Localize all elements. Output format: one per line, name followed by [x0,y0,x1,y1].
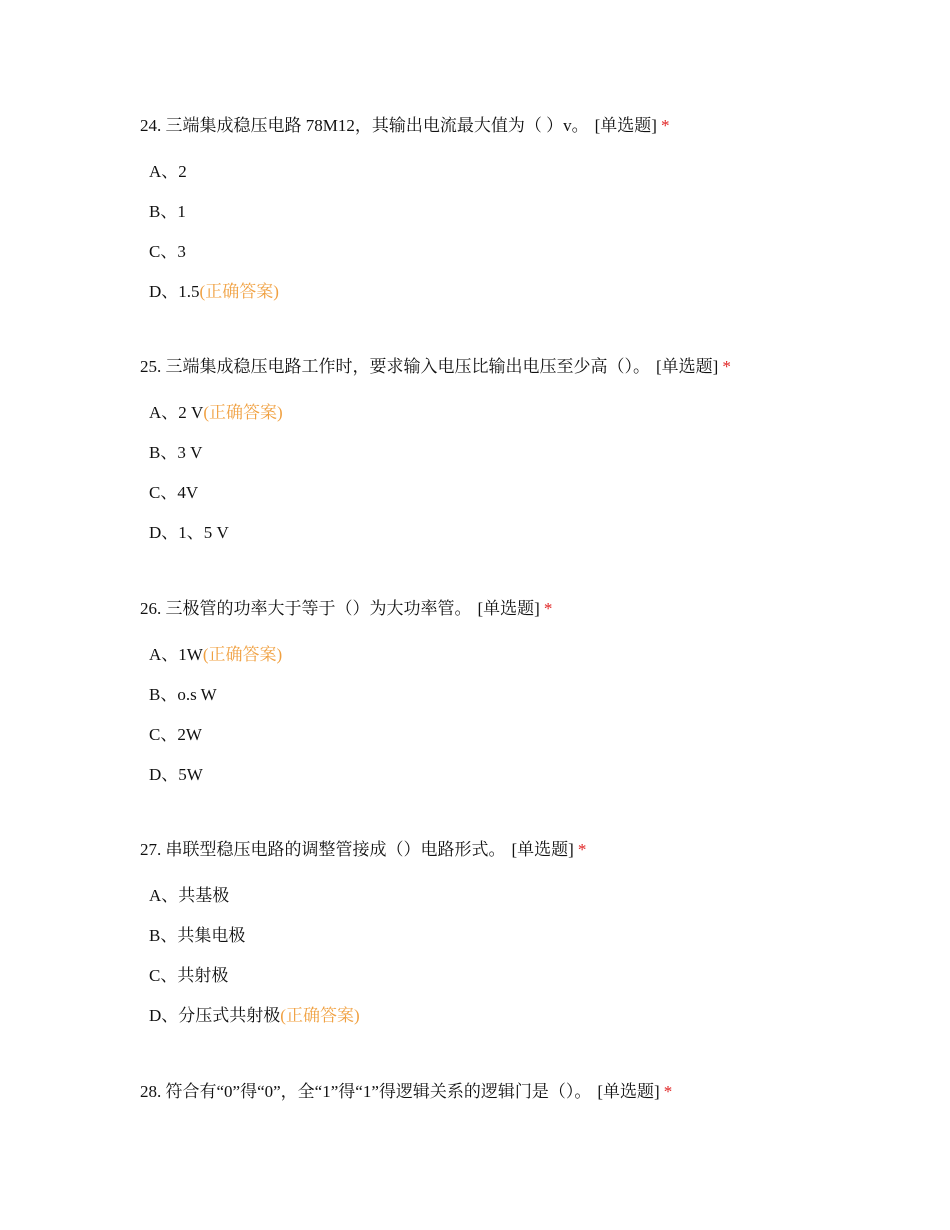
option-label: B、3 V [149,443,203,462]
option-b [149,924,920,948]
required-mark: * [577,840,587,859]
question-title [140,838,920,862]
option-list [140,884,920,1028]
option-label: C、2W [149,725,202,744]
correct-answer-note: (正确答案) [199,282,279,301]
question-28 [140,1080,920,1104]
question-25 [140,355,920,561]
option-c [149,240,920,264]
option-c [149,723,920,747]
option-label: B、共集电极 [149,926,246,945]
question-text: 26. 三极管的功率大于等于（）为大功率管。 [140,599,472,618]
question-type-tag: [单选题] [594,116,657,135]
question-type-tag: [单选题] [656,357,719,376]
required-mark: * [722,357,731,376]
question-type-tag: [单选题] [511,840,574,859]
option-label: C、3 [149,242,186,261]
question-text: 28. 符合有“0”得“0”，全“1”得“1”得逻辑关系的逻辑门是（）。 [140,1082,592,1101]
option-list [140,160,920,304]
option-label: D、1.5 [149,282,200,301]
option-label: D、分压式共射极 [149,1006,281,1025]
option-label: C、共射极 [149,966,229,985]
option-d [149,280,920,304]
option-c [149,481,920,505]
question-title [140,597,920,621]
question-type-tag: [单选题] [477,599,540,618]
correct-answer-note: (正确答案) [202,645,283,664]
option-b [149,200,920,224]
question-text: 27. 串联型稳压电路的调整管接成（）电路形式。 [140,840,506,859]
question-title [140,1080,920,1104]
question-title [140,355,920,379]
question-27 [140,838,920,1044]
option-d [149,763,920,787]
option-a [149,643,920,667]
option-label: C、4V [149,483,199,502]
option-c [149,964,920,988]
option-label: A、2 [149,162,187,181]
option-b [149,683,920,707]
option-a [149,160,920,184]
option-label: D、1、5 V [149,523,229,542]
question-text: 25. 三端集成稳压电路工作时，要求输入电压比输出电压至少高（）。 [140,357,650,376]
option-list [140,643,920,787]
option-label: B、1 [149,202,186,221]
option-b [149,441,920,465]
question-26 [140,597,920,803]
required-mark: * [543,599,553,618]
question-text: 24. 三端集成稳压电路 78M12，其输出电流最大值为（ ）v。 [140,116,589,135]
correct-answer-note: (正确答案) [280,1006,360,1025]
question-24 [140,114,920,320]
option-label: D、5W [149,765,203,784]
option-label: A、2 V [149,403,204,422]
option-label: A、共基极 [149,886,230,905]
question-title [140,114,920,138]
option-list [140,401,920,545]
required-mark: * [660,116,670,135]
option-a [149,884,920,908]
option-label: B、o.s W [149,685,217,704]
option-d [149,1004,920,1028]
option-d [149,521,920,545]
required-mark: * [663,1082,673,1101]
correct-answer-note: (正确答案) [203,403,283,422]
question-type-tag: [单选题] [597,1082,660,1101]
option-a [149,401,920,425]
option-label: A、1W [149,645,203,664]
